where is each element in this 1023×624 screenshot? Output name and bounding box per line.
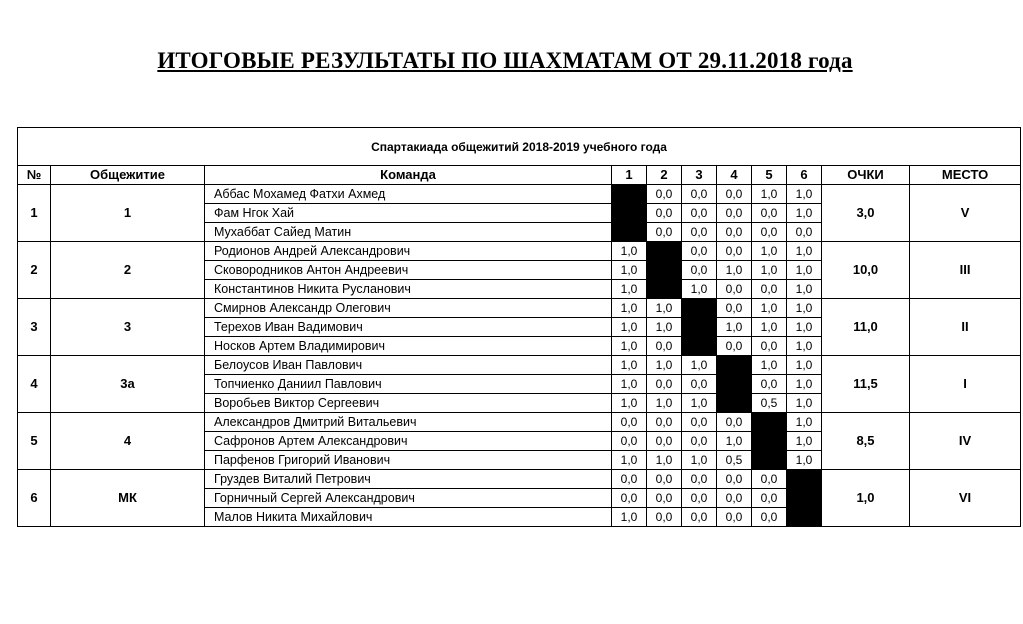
score-cell: 0,0 — [647, 337, 682, 356]
score-cell: 0,0 — [682, 223, 717, 242]
team-place: VI — [910, 470, 1021, 527]
score-cell: 0,0 — [752, 204, 787, 223]
self-play-cell — [717, 356, 752, 413]
score-cell: 1,0 — [647, 299, 682, 318]
header-dorm: Общежитие — [51, 166, 205, 185]
score-cell: 0,0 — [717, 242, 752, 261]
score-cell: 1,0 — [612, 261, 647, 280]
score-cell: 0,0 — [682, 470, 717, 489]
score-cell: 0,0 — [647, 413, 682, 432]
score-cell: 0,0 — [717, 280, 752, 299]
player-name: Носков Артем Владимирович — [205, 337, 612, 356]
caption-row — [18, 128, 1021, 166]
player-name: Сковородников Антон Андреевич — [205, 261, 612, 280]
table-caption: Спартакиада общежитий 2018-2019 учебного года — [18, 128, 1021, 166]
score-cell: 0,0 — [717, 223, 752, 242]
score-cell: 0,0 — [647, 432, 682, 451]
score-cell: 0,0 — [682, 204, 717, 223]
player-name: Горничный Сергей Александрович — [205, 489, 612, 508]
team-dorm: 3 — [51, 299, 205, 356]
score-cell: 0,0 — [647, 489, 682, 508]
header-team: Команда — [205, 166, 612, 185]
player-name: Малов Никита Михайлович — [205, 508, 612, 527]
score-cell: 0,0 — [717, 204, 752, 223]
team-points: 11,0 — [822, 299, 910, 356]
score-cell: 1,0 — [787, 318, 822, 337]
page-title: ИТОГОВЫЕ РЕЗУЛЬТАТЫ ПО ШАХМАТАМ ОТ 29.11.2018 года — [157, 48, 853, 73]
score-cell: 1,0 — [787, 299, 822, 318]
self-play-cell — [682, 299, 717, 356]
score-cell: 1,0 — [787, 204, 822, 223]
score-cell: 0,5 — [752, 394, 787, 413]
player-name: Белоусов Иван Павлович — [205, 356, 612, 375]
team-points: 1,0 — [822, 470, 910, 527]
score-cell: 1,0 — [682, 280, 717, 299]
score-cell: 1,0 — [612, 318, 647, 337]
score-cell: 1,0 — [787, 337, 822, 356]
score-cell: 1,0 — [682, 394, 717, 413]
team-points: 3,0 — [822, 185, 910, 242]
player-name: Смирнов Александр Олегович — [205, 299, 612, 318]
header-place: МЕСТО — [910, 166, 1021, 185]
score-cell: 0,0 — [612, 470, 647, 489]
player-name: Груздев Виталий Петрович — [205, 470, 612, 489]
header-row — [18, 166, 1021, 185]
score-cell: 1,0 — [752, 299, 787, 318]
score-cell: 1,0 — [612, 280, 647, 299]
header-round-2: 2 — [647, 166, 682, 185]
player-name: Родионов Андрей Александрович — [205, 242, 612, 261]
team-place: V — [910, 185, 1021, 242]
score-cell: 0,0 — [752, 489, 787, 508]
team-place: IV — [910, 413, 1021, 470]
score-cell: 0,0 — [752, 470, 787, 489]
score-cell: 0,0 — [647, 223, 682, 242]
score-cell: 0,0 — [717, 508, 752, 527]
score-cell: 0,0 — [612, 432, 647, 451]
table-row — [18, 470, 1021, 489]
player-name: Фам Нгок Хай — [205, 204, 612, 223]
team-points: 10,0 — [822, 242, 910, 299]
score-cell: 1,0 — [787, 394, 822, 413]
score-cell: 1,0 — [647, 451, 682, 470]
score-cell: 0,0 — [612, 489, 647, 508]
team-number: 1 — [18, 185, 51, 242]
score-cell: 0,0 — [787, 223, 822, 242]
player-name: Терехов Иван Вадимович — [205, 318, 612, 337]
player-name: Константинов Никита Русланович — [205, 280, 612, 299]
team-number: 2 — [18, 242, 51, 299]
player-name: Мухаббат Сайед Матин — [205, 223, 612, 242]
score-cell: 1,0 — [612, 394, 647, 413]
score-cell: 0,0 — [612, 413, 647, 432]
score-cell: 0,0 — [682, 375, 717, 394]
team-number: 6 — [18, 470, 51, 527]
score-cell: 1,0 — [752, 356, 787, 375]
score-cell: 0,0 — [682, 242, 717, 261]
team-dorm: 1 — [51, 185, 205, 242]
self-play-cell — [612, 185, 647, 242]
score-cell: 1,0 — [612, 299, 647, 318]
score-cell: 0,0 — [682, 261, 717, 280]
player-name: Александров Дмитрий Витальевич — [205, 413, 612, 432]
self-play-cell — [787, 470, 822, 527]
player-name: Топчиенко Даниил Павлович — [205, 375, 612, 394]
score-cell: 0,0 — [717, 299, 752, 318]
score-cell: 1,0 — [752, 318, 787, 337]
team-points: 8,5 — [822, 413, 910, 470]
score-cell: 0,0 — [717, 413, 752, 432]
team-number: 3 — [18, 299, 51, 356]
score-cell: 0,0 — [752, 223, 787, 242]
team-place: II — [910, 299, 1021, 356]
score-cell: 1,0 — [717, 318, 752, 337]
header-round-4: 4 — [717, 166, 752, 185]
table-row — [18, 413, 1021, 432]
header-points: ОЧКИ — [822, 166, 910, 185]
score-cell: 1,0 — [612, 337, 647, 356]
header-round-3: 3 — [682, 166, 717, 185]
score-cell: 1,0 — [647, 318, 682, 337]
score-cell: 0,0 — [752, 508, 787, 527]
header-round-5: 5 — [752, 166, 787, 185]
score-cell: 0,5 — [717, 451, 752, 470]
score-cell: 0,0 — [717, 470, 752, 489]
score-cell: 0,0 — [682, 413, 717, 432]
score-cell: 0,0 — [682, 185, 717, 204]
score-cell: 0,0 — [717, 337, 752, 356]
score-cell: 1,0 — [787, 356, 822, 375]
team-number: 4 — [18, 356, 51, 413]
score-cell: 0,0 — [682, 432, 717, 451]
score-cell: 1,0 — [647, 356, 682, 375]
score-cell: 1,0 — [787, 451, 822, 470]
team-points: 11,5 — [822, 356, 910, 413]
score-cell: 0,0 — [647, 375, 682, 394]
team-dorm: 3а — [51, 356, 205, 413]
score-cell: 1,0 — [752, 261, 787, 280]
player-name: Аббас Мохамед Фатхи Ахмед — [205, 185, 612, 204]
score-cell: 1,0 — [787, 185, 822, 204]
team-dorm: 4 — [51, 413, 205, 470]
team-dorm: 2 — [51, 242, 205, 299]
score-cell: 0,0 — [647, 204, 682, 223]
team-place: I — [910, 356, 1021, 413]
player-name: Парфенов Григорий Иванович — [205, 451, 612, 470]
header-round-6: 6 — [787, 166, 822, 185]
score-cell: 0,0 — [647, 185, 682, 204]
score-cell: 0,0 — [717, 489, 752, 508]
table-row — [18, 299, 1021, 318]
score-cell: 0,0 — [752, 280, 787, 299]
score-cell: 0,0 — [752, 375, 787, 394]
score-cell: 1,0 — [612, 451, 647, 470]
score-cell: 1,0 — [787, 261, 822, 280]
table-row — [18, 242, 1021, 261]
team-number: 5 — [18, 413, 51, 470]
table-row — [18, 185, 1021, 204]
self-play-cell — [647, 242, 682, 299]
table-row — [18, 356, 1021, 375]
score-cell: 1,0 — [612, 242, 647, 261]
team-dorm: МК — [51, 470, 205, 527]
score-cell: 1,0 — [717, 261, 752, 280]
score-cell: 1,0 — [787, 375, 822, 394]
team-place: III — [910, 242, 1021, 299]
player-name: Воробьев Виктор Сергеевич — [205, 394, 612, 413]
score-cell: 1,0 — [787, 280, 822, 299]
score-cell: 0,0 — [682, 489, 717, 508]
score-cell: 1,0 — [682, 451, 717, 470]
score-cell: 1,0 — [787, 413, 822, 432]
score-cell: 1,0 — [717, 432, 752, 451]
score-cell: 1,0 — [612, 375, 647, 394]
score-cell: 1,0 — [612, 508, 647, 527]
score-cell: 1,0 — [787, 432, 822, 451]
score-cell: 0,0 — [682, 508, 717, 527]
score-cell: 0,0 — [647, 508, 682, 527]
score-cell: 1,0 — [647, 394, 682, 413]
player-name: Сафронов Артем Александрович — [205, 432, 612, 451]
score-cell: 0,0 — [752, 337, 787, 356]
header-round-1: 1 — [612, 166, 647, 185]
results-table — [17, 127, 1021, 527]
score-cell: 1,0 — [752, 242, 787, 261]
self-play-cell — [752, 413, 787, 470]
header-num: № — [18, 166, 51, 185]
score-cell: 1,0 — [612, 356, 647, 375]
score-cell: 1,0 — [752, 185, 787, 204]
score-cell: 0,0 — [647, 470, 682, 489]
score-cell: 1,0 — [787, 242, 822, 261]
score-cell: 1,0 — [682, 356, 717, 375]
score-cell: 0,0 — [717, 185, 752, 204]
